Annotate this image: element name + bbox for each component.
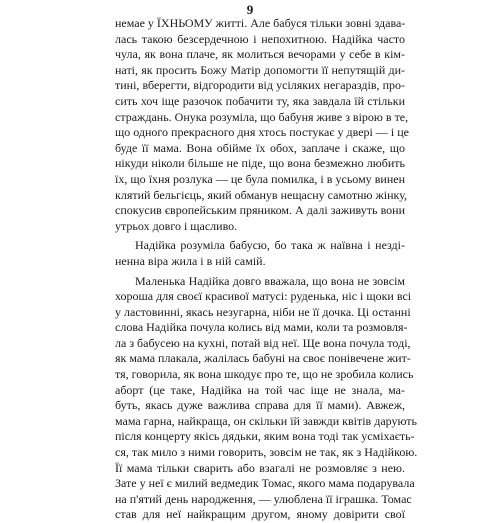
text-line: мама гарна, найкраща, он скільки їй завжди квітів дарують — [115, 414, 405, 430]
text-line: нікуди ніколи більше не піде, що вона безмежно любить — [115, 156, 405, 172]
text-line: Надійка розуміла бабусю, бо така ж наївна і незді- — [115, 238, 405, 254]
text-line: тя, говорила, як вона шкодує про те, що не зробила колись — [115, 367, 405, 383]
text-line: лась такою безсердечною і непохитною. Надійка часто — [115, 32, 405, 48]
text-line: сить хоч іще разочок побачити ту, яка завдала їй стільки — [115, 94, 405, 110]
text-line: у ластовинні, якась незугарна, ніби не її дочка. Ці останні — [115, 305, 405, 321]
text-line: як мама плакала, жалілась бабуні на своє понівечене жит- — [115, 351, 405, 367]
text-line: Маленька Надійка довго вважала, що вона не зовсім — [115, 274, 405, 290]
text-line: аборт (це таке, Надійка на той час іще не знала, ма- — [115, 383, 405, 399]
text-line: наті, як просить Божу Матір допомогти її непутящій ди- — [115, 63, 405, 79]
text-line: став для неї найкращим другом, яному довірити свої — [115, 507, 405, 523]
text-line: спокусив європейським пряником. А далі заживуть вони — [115, 203, 405, 219]
text-line: що одного прекрасного дня хтось постукає у двері — і це — [115, 125, 405, 141]
text-line: їх, що їхня розлука — це була помилка, і в усьому винен — [115, 172, 405, 188]
paragraph-1 — [115, 16, 405, 234]
text-line: ся, так мило з ними говорить, зовсім не так, як з Надійкою. — [115, 445, 405, 461]
page-number: 9 — [0, 3, 500, 16]
body-text — [115, 16, 405, 523]
text-line: тині, вберегти, відгородити від усіляких негараздів, про- — [115, 78, 405, 94]
text-line: хороша для своєї красивої матусі: руденька, ніс і щоки всі — [115, 289, 405, 305]
text-line: ненна віра жила і в ній самій. — [115, 254, 405, 270]
paragraph-2 — [115, 238, 405, 269]
text-line: чула, як вона плаче, як молиться вечорами у себе в кім- — [115, 47, 405, 63]
text-line: ла з бабусею на кухні, потай від неї. Ще вона почула тоді, — [115, 336, 405, 352]
text-line: Її мама тільки сварить або взагалі не розмовляє з нею. — [115, 461, 405, 477]
text-line: страждань. Онука розуміла, що бабуня живе з вірою в те, — [115, 110, 405, 126]
text-line: буть, якась дуже важлива справа для її мами). Авжеж, — [115, 398, 405, 414]
text-line: Зате у неї є милий ведмедик Томас, якого мама подарувала — [115, 476, 405, 492]
text-line: клятий бельгієць, який обманув нещасну самотню жінку, — [115, 188, 405, 204]
text-line: після концерту якісь дядьки, яким вона тоді так усміхаєть- — [115, 429, 405, 445]
paragraph-3 — [115, 274, 405, 523]
text-line: утрьох довго і щасливо. — [115, 219, 405, 235]
text-line: немае у ЇХНЬОМУ житті. Але бабуся тільки зовні здава- — [115, 16, 405, 32]
text-line: на п'ятий день народження, — улюблена її іграшка. Томас — [115, 492, 405, 508]
text-line: слова Надійка почула колись від мами, коли та розмовля- — [115, 320, 405, 336]
text-line: буде її мама. Вона обійме їх обох, заплаче і скаже, що — [115, 141, 405, 157]
